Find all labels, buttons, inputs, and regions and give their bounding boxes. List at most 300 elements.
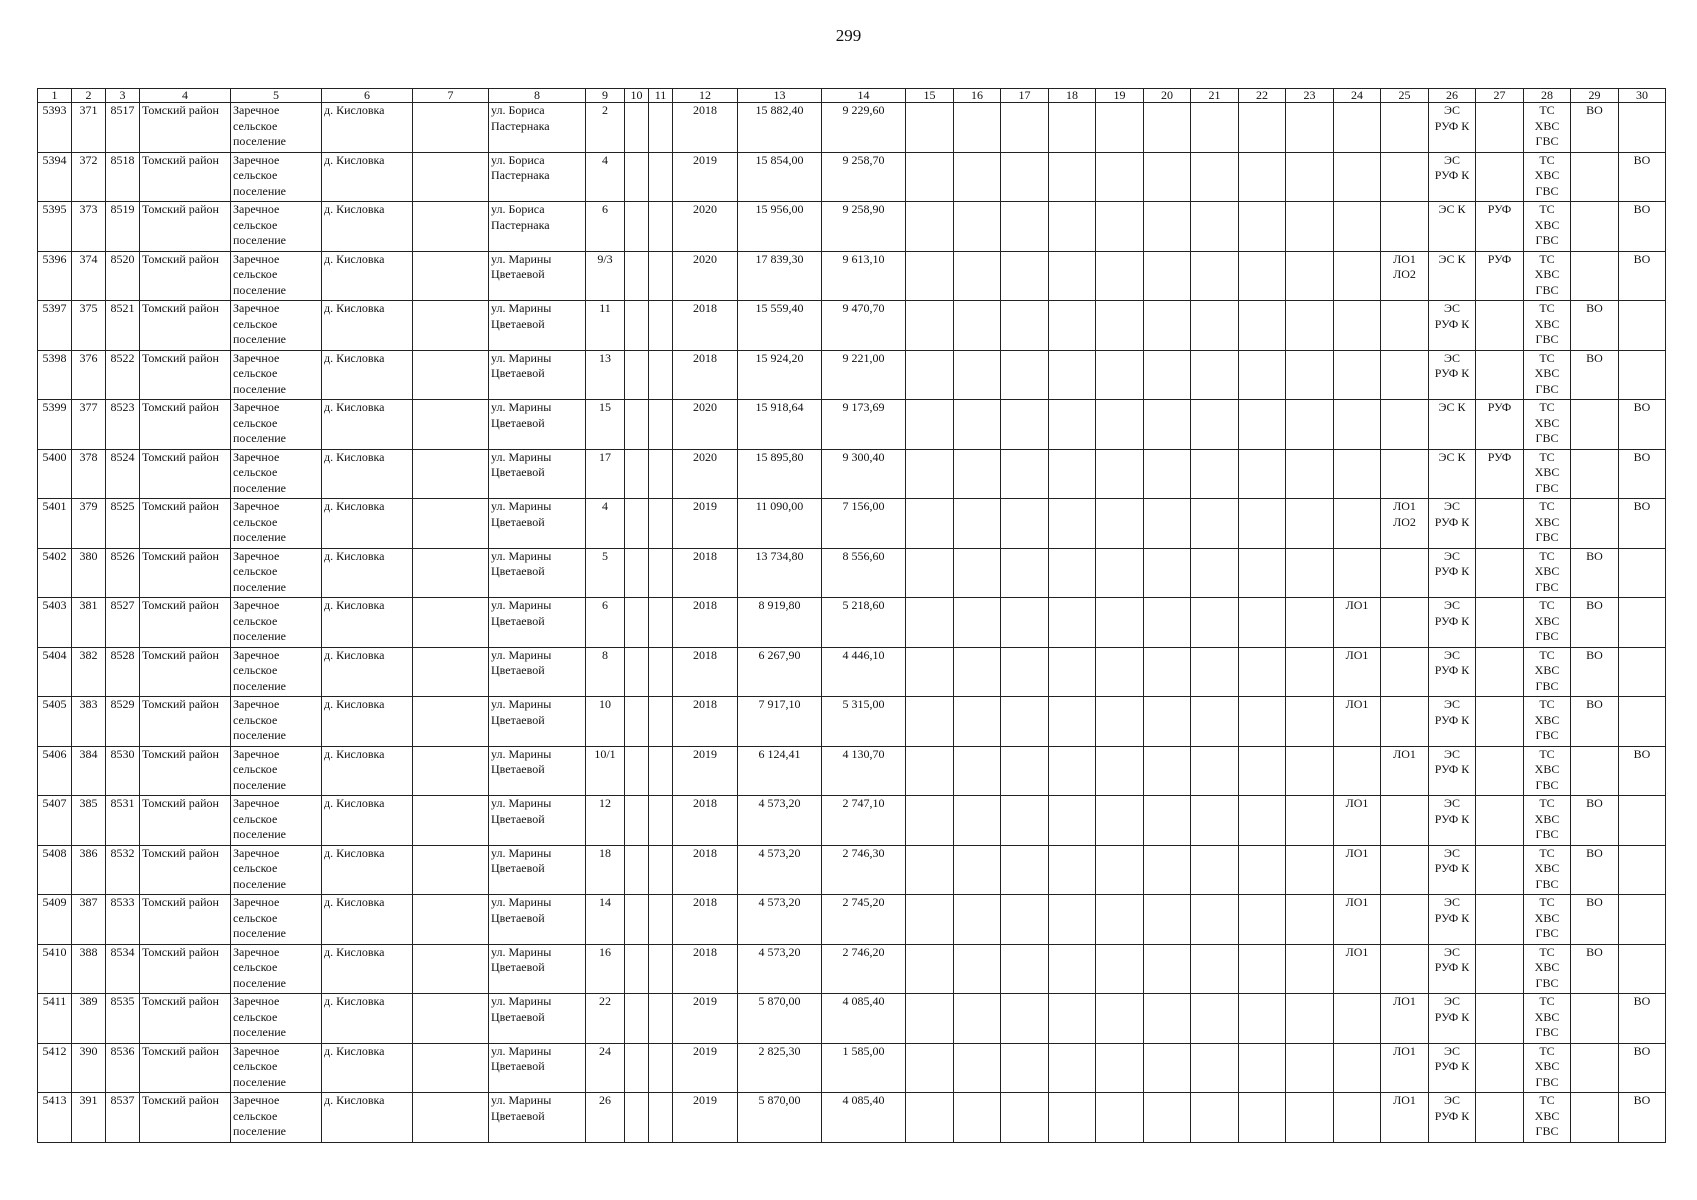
cell-year: 2020 <box>673 449 738 499</box>
cell-col-16 <box>954 796 1001 846</box>
cell-col-20 <box>1144 1043 1191 1093</box>
cell-sub-number: 375 <box>72 301 106 351</box>
cell-row-number: 5403 <box>38 598 72 648</box>
cell-col-27 <box>1476 697 1524 747</box>
cell-col-16 <box>954 548 1001 598</box>
cell-house-number: 15 <box>586 400 625 450</box>
cell-record-id: 8533 <box>106 895 140 945</box>
cell-col-10 <box>625 499 649 549</box>
table-row <box>38 301 1666 351</box>
cell-col-7 <box>413 103 489 153</box>
cell-col-15 <box>906 449 954 499</box>
cell-sub-number: 386 <box>72 845 106 895</box>
cell-col-26: ЭС РУФ К <box>1429 103 1476 153</box>
cell-col-16 <box>954 598 1001 648</box>
cell-area-living: 7 156,00 <box>822 499 906 549</box>
cell-area-living: 2 746,30 <box>822 845 906 895</box>
cell-street: ул. Марины Цветаевой <box>489 251 586 301</box>
cell-row-number: 5399 <box>38 400 72 450</box>
cell-col-29: ВО <box>1571 895 1619 945</box>
cell-area-total: 4 573,20 <box>738 796 822 846</box>
cell-area-total: 11 090,00 <box>738 499 822 549</box>
cell-district: Томский район <box>140 449 231 499</box>
cell-col-15 <box>906 301 954 351</box>
cell-col-11 <box>649 301 673 351</box>
cell-col-11 <box>649 1043 673 1093</box>
cell-col-27 <box>1476 350 1524 400</box>
cell-district: Томский район <box>140 350 231 400</box>
cell-col-27 <box>1476 647 1524 697</box>
cell-area-living: 9 229,60 <box>822 103 906 153</box>
cell-col-28: ТС ХВС ГВС <box>1524 152 1571 202</box>
cell-area-total: 15 559,40 <box>738 301 822 351</box>
cell-col-18 <box>1049 796 1096 846</box>
cell-col-25 <box>1381 647 1429 697</box>
cell-col-22 <box>1239 1093 1286 1143</box>
cell-col-27 <box>1476 548 1524 598</box>
cell-record-id: 8534 <box>106 944 140 994</box>
cell-col-25 <box>1381 400 1429 450</box>
cell-area-living: 5 218,60 <box>822 598 906 648</box>
cell-col-28: ТС ХВС ГВС <box>1524 994 1571 1044</box>
cell-locality: д. Кисловка <box>322 152 413 202</box>
column-number: 29 <box>1571 89 1619 103</box>
cell-col-17 <box>1001 103 1049 153</box>
cell-sub-number: 390 <box>72 1043 106 1093</box>
cell-street: ул. Марины Цветаевой <box>489 796 586 846</box>
cell-col-27 <box>1476 845 1524 895</box>
cell-house-number: 13 <box>586 350 625 400</box>
cell-col-16 <box>954 746 1001 796</box>
cell-col-25 <box>1381 449 1429 499</box>
cell-locality: д. Кисловка <box>322 449 413 499</box>
cell-col-22 <box>1239 202 1286 252</box>
cell-locality: д. Кисловка <box>322 350 413 400</box>
cell-street: ул. Марины Цветаевой <box>489 449 586 499</box>
cell-settlement: Заречное сельское поселение <box>231 647 322 697</box>
cell-record-id: 8535 <box>106 994 140 1044</box>
cell-col-25 <box>1381 202 1429 252</box>
cell-col-11 <box>649 251 673 301</box>
cell-record-id: 8536 <box>106 1043 140 1093</box>
cell-area-living: 9 613,10 <box>822 251 906 301</box>
cell-col-28: ТС ХВС ГВС <box>1524 944 1571 994</box>
table-row <box>38 1093 1666 1143</box>
cell-house-number: 8 <box>586 647 625 697</box>
cell-street: ул. Марины Цветаевой <box>489 548 586 598</box>
cell-col-11 <box>649 202 673 252</box>
cell-col-22 <box>1239 647 1286 697</box>
column-number: 16 <box>954 89 1001 103</box>
cell-col-25: ЛО1 <box>1381 1093 1429 1143</box>
cell-district: Томский район <box>140 251 231 301</box>
cell-col-27: РУФ <box>1476 202 1524 252</box>
cell-col-11 <box>649 994 673 1044</box>
cell-col-22 <box>1239 1043 1286 1093</box>
cell-col-20 <box>1144 400 1191 450</box>
cell-col-28: ТС ХВС ГВС <box>1524 499 1571 549</box>
cell-col-7 <box>413 152 489 202</box>
cell-sub-number: 380 <box>72 548 106 598</box>
cell-col-27 <box>1476 598 1524 648</box>
cell-col-21 <box>1191 647 1239 697</box>
cell-row-number: 5412 <box>38 1043 72 1093</box>
cell-settlement: Заречное сельское поселение <box>231 1093 322 1143</box>
table-row <box>38 103 1666 153</box>
cell-street: ул. Марины Цветаевой <box>489 895 586 945</box>
cell-locality: д. Кисловка <box>322 202 413 252</box>
cell-year: 2019 <box>673 994 738 1044</box>
cell-area-total: 15 918,64 <box>738 400 822 450</box>
cell-area-living: 9 470,70 <box>822 301 906 351</box>
cell-col-28: ТС ХВС ГВС <box>1524 746 1571 796</box>
cell-area-living: 4 446,10 <box>822 647 906 697</box>
cell-col-17 <box>1001 152 1049 202</box>
column-number: 19 <box>1096 89 1144 103</box>
cell-col-10 <box>625 350 649 400</box>
cell-record-id: 8532 <box>106 845 140 895</box>
cell-col-19 <box>1096 202 1144 252</box>
column-number: 6 <box>322 89 413 103</box>
cell-col-30 <box>1619 895 1666 945</box>
cell-col-28: ТС ХВС ГВС <box>1524 301 1571 351</box>
cell-col-25 <box>1381 103 1429 153</box>
cell-row-number: 5404 <box>38 647 72 697</box>
table-row <box>38 895 1666 945</box>
cell-record-id: 8523 <box>106 400 140 450</box>
cell-col-30 <box>1619 301 1666 351</box>
cell-street: ул. Бориса Пастернака <box>489 202 586 252</box>
cell-col-7 <box>413 647 489 697</box>
cell-area-living: 5 315,00 <box>822 697 906 747</box>
cell-area-living: 9 300,40 <box>822 449 906 499</box>
cell-col-26: ЭС РУФ К <box>1429 994 1476 1044</box>
cell-col-26: ЭС РУФ К <box>1429 944 1476 994</box>
table-row <box>38 499 1666 549</box>
cell-col-10 <box>625 994 649 1044</box>
cell-col-17 <box>1001 202 1049 252</box>
cell-col-10 <box>625 103 649 153</box>
cell-col-17 <box>1001 1043 1049 1093</box>
cell-sub-number: 387 <box>72 895 106 945</box>
cell-year: 2018 <box>673 301 738 351</box>
cell-row-number: 5405 <box>38 697 72 747</box>
cell-col-27 <box>1476 994 1524 1044</box>
table-row <box>38 994 1666 1044</box>
cell-col-28: ТС ХВС ГВС <box>1524 251 1571 301</box>
cell-col-27 <box>1476 301 1524 351</box>
cell-year: 2020 <box>673 251 738 301</box>
cell-col-15 <box>906 400 954 450</box>
cell-col-30: ВО <box>1619 152 1666 202</box>
cell-area-total: 15 895,80 <box>738 449 822 499</box>
table-body <box>38 103 1666 1143</box>
cell-col-21 <box>1191 845 1239 895</box>
column-number: 28 <box>1524 89 1571 103</box>
cell-col-16 <box>954 499 1001 549</box>
cell-col-28: ТС ХВС ГВС <box>1524 103 1571 153</box>
cell-col-11 <box>649 548 673 598</box>
cell-locality: д. Кисловка <box>322 103 413 153</box>
table-row <box>38 449 1666 499</box>
cell-area-living: 9 258,70 <box>822 152 906 202</box>
cell-col-29: ВО <box>1571 796 1619 846</box>
cell-col-30 <box>1619 944 1666 994</box>
cell-col-21 <box>1191 103 1239 153</box>
cell-col-21 <box>1191 449 1239 499</box>
cell-col-18 <box>1049 251 1096 301</box>
cell-record-id: 8529 <box>106 697 140 747</box>
table-row <box>38 944 1666 994</box>
cell-col-25: ЛО1 <box>1381 746 1429 796</box>
column-number: 3 <box>106 89 140 103</box>
column-number: 13 <box>738 89 822 103</box>
cell-district: Томский район <box>140 697 231 747</box>
cell-col-24 <box>1334 301 1381 351</box>
cell-col-7 <box>413 548 489 598</box>
cell-area-total: 2 825,30 <box>738 1043 822 1093</box>
cell-house-number: 6 <box>586 202 625 252</box>
column-number: 27 <box>1476 89 1524 103</box>
cell-district: Томский район <box>140 746 231 796</box>
cell-house-number: 10/1 <box>586 746 625 796</box>
cell-col-26: ЭС РУФ К <box>1429 697 1476 747</box>
cell-col-11 <box>649 796 673 846</box>
cell-house-number: 9/3 <box>586 251 625 301</box>
cell-col-25 <box>1381 895 1429 945</box>
cell-col-25 <box>1381 152 1429 202</box>
cell-area-total: 15 956,00 <box>738 202 822 252</box>
cell-record-id: 8524 <box>106 449 140 499</box>
cell-col-29 <box>1571 1093 1619 1143</box>
cell-col-17 <box>1001 1093 1049 1143</box>
cell-settlement: Заречное сельское поселение <box>231 350 322 400</box>
cell-col-30: ВО <box>1619 994 1666 1044</box>
cell-col-27 <box>1476 895 1524 945</box>
cell-col-29 <box>1571 400 1619 450</box>
cell-street: ул. Марины Цветаевой <box>489 697 586 747</box>
cell-col-18 <box>1049 994 1096 1044</box>
table-row <box>38 548 1666 598</box>
cell-street: ул. Марины Цветаевой <box>489 647 586 697</box>
cell-col-29: ВО <box>1571 548 1619 598</box>
cell-settlement: Заречное сельское поселение <box>231 152 322 202</box>
table-row <box>38 598 1666 648</box>
cell-col-10 <box>625 400 649 450</box>
cell-sub-number: 381 <box>72 598 106 648</box>
cell-col-28: ТС ХВС ГВС <box>1524 697 1571 747</box>
cell-year: 2018 <box>673 598 738 648</box>
cell-street: ул. Марины Цветаевой <box>489 400 586 450</box>
cell-col-29: ВО <box>1571 103 1619 153</box>
cell-settlement: Заречное сельское поселение <box>231 202 322 252</box>
cell-col-24 <box>1334 746 1381 796</box>
cell-col-23 <box>1286 796 1334 846</box>
cell-locality: д. Кисловка <box>322 895 413 945</box>
cell-col-29 <box>1571 1043 1619 1093</box>
cell-col-25 <box>1381 598 1429 648</box>
cell-col-16 <box>954 1093 1001 1143</box>
table-row <box>38 845 1666 895</box>
column-number: 17 <box>1001 89 1049 103</box>
table-row <box>38 350 1666 400</box>
cell-col-30: ВО <box>1619 202 1666 252</box>
cell-col-10 <box>625 845 649 895</box>
cell-col-25 <box>1381 944 1429 994</box>
cell-col-16 <box>954 350 1001 400</box>
cell-col-15 <box>906 1093 954 1143</box>
cell-year: 2019 <box>673 499 738 549</box>
cell-settlement: Заречное сельское поселение <box>231 598 322 648</box>
cell-col-28: ТС ХВС ГВС <box>1524 202 1571 252</box>
cell-area-total: 5 870,00 <box>738 994 822 1044</box>
cell-col-20 <box>1144 895 1191 945</box>
cell-col-18 <box>1049 449 1096 499</box>
cell-col-28: ТС ХВС ГВС <box>1524 400 1571 450</box>
table-row <box>38 152 1666 202</box>
cell-col-28: ТС ХВС ГВС <box>1524 598 1571 648</box>
cell-col-10 <box>625 944 649 994</box>
cell-col-26: ЭС РУФ К <box>1429 796 1476 846</box>
cell-col-11 <box>649 449 673 499</box>
cell-col-18 <box>1049 103 1096 153</box>
cell-col-28: ТС ХВС ГВС <box>1524 647 1571 697</box>
cell-district: Томский район <box>140 845 231 895</box>
cell-col-29 <box>1571 251 1619 301</box>
cell-col-29: ВО <box>1571 697 1619 747</box>
cell-col-22 <box>1239 499 1286 549</box>
cell-area-living: 4 085,40 <box>822 1093 906 1143</box>
cell-col-24: ЛО1 <box>1334 845 1381 895</box>
cell-col-21 <box>1191 548 1239 598</box>
cell-locality: д. Кисловка <box>322 845 413 895</box>
cell-col-19 <box>1096 251 1144 301</box>
cell-sub-number: 384 <box>72 746 106 796</box>
cell-col-22 <box>1239 449 1286 499</box>
cell-sub-number: 385 <box>72 796 106 846</box>
column-number: 14 <box>822 89 906 103</box>
cell-col-20 <box>1144 647 1191 697</box>
cell-col-23 <box>1286 647 1334 697</box>
cell-district: Томский район <box>140 152 231 202</box>
cell-col-11 <box>649 350 673 400</box>
cell-district: Томский район <box>140 796 231 846</box>
cell-sub-number: 382 <box>72 647 106 697</box>
cell-col-30 <box>1619 796 1666 846</box>
cell-year: 2018 <box>673 845 738 895</box>
cell-col-10 <box>625 301 649 351</box>
cell-col-11 <box>649 746 673 796</box>
cell-col-23 <box>1286 400 1334 450</box>
cell-col-15 <box>906 994 954 1044</box>
cell-col-19 <box>1096 1093 1144 1143</box>
cell-row-number: 5398 <box>38 350 72 400</box>
cell-record-id: 8517 <box>106 103 140 153</box>
cell-col-24 <box>1334 1043 1381 1093</box>
cell-col-24 <box>1334 994 1381 1044</box>
cell-col-19 <box>1096 499 1144 549</box>
cell-col-20 <box>1144 1093 1191 1143</box>
cell-street: ул. Марины Цветаевой <box>489 746 586 796</box>
cell-locality: д. Кисловка <box>322 697 413 747</box>
cell-col-30: ВО <box>1619 449 1666 499</box>
cell-sub-number: 376 <box>72 350 106 400</box>
cell-area-living: 2 747,10 <box>822 796 906 846</box>
cell-house-number: 4 <box>586 499 625 549</box>
cell-record-id: 8525 <box>106 499 140 549</box>
cell-col-25 <box>1381 796 1429 846</box>
cell-street: ул. Марины Цветаевой <box>489 598 586 648</box>
cell-col-11 <box>649 103 673 153</box>
cell-record-id: 8531 <box>106 796 140 846</box>
cell-col-15 <box>906 202 954 252</box>
cell-col-18 <box>1049 598 1096 648</box>
cell-col-20 <box>1144 152 1191 202</box>
table-row <box>38 697 1666 747</box>
cell-row-number: 5409 <box>38 895 72 945</box>
cell-col-23 <box>1286 548 1334 598</box>
cell-col-27 <box>1476 152 1524 202</box>
cell-settlement: Заречное сельское поселение <box>231 103 322 153</box>
cell-row-number: 5393 <box>38 103 72 153</box>
cell-col-29: ВО <box>1571 301 1619 351</box>
cell-year: 2018 <box>673 647 738 697</box>
cell-col-15 <box>906 251 954 301</box>
cell-year: 2018 <box>673 350 738 400</box>
cell-settlement: Заречное сельское поселение <box>231 746 322 796</box>
cell-col-22 <box>1239 152 1286 202</box>
cell-area-total: 8 919,80 <box>738 598 822 648</box>
column-number: 5 <box>231 89 322 103</box>
cell-col-17 <box>1001 944 1049 994</box>
cell-col-27 <box>1476 103 1524 153</box>
cell-col-22 <box>1239 548 1286 598</box>
cell-col-26: ЭС РУФ К <box>1429 1093 1476 1143</box>
cell-area-living: 9 173,69 <box>822 400 906 450</box>
cell-col-18 <box>1049 1043 1096 1093</box>
cell-col-21 <box>1191 251 1239 301</box>
cell-district: Томский район <box>140 103 231 153</box>
cell-col-18 <box>1049 301 1096 351</box>
cell-col-17 <box>1001 895 1049 945</box>
cell-col-27: РУФ <box>1476 251 1524 301</box>
cell-col-18 <box>1049 697 1096 747</box>
cell-col-16 <box>954 103 1001 153</box>
cell-sub-number: 374 <box>72 251 106 301</box>
cell-locality: д. Кисловка <box>322 746 413 796</box>
cell-street: ул. Марины Цветаевой <box>489 499 586 549</box>
cell-sub-number: 383 <box>72 697 106 747</box>
cell-col-10 <box>625 647 649 697</box>
column-number: 22 <box>1239 89 1286 103</box>
cell-col-21 <box>1191 202 1239 252</box>
cell-col-15 <box>906 796 954 846</box>
cell-col-24 <box>1334 103 1381 153</box>
cell-settlement: Заречное сельское поселение <box>231 251 322 301</box>
cell-district: Томский район <box>140 895 231 945</box>
cell-col-26: ЭС РУФ К <box>1429 598 1476 648</box>
cell-col-21 <box>1191 697 1239 747</box>
cell-col-15 <box>906 895 954 945</box>
cell-col-17 <box>1001 746 1049 796</box>
cell-sub-number: 372 <box>72 152 106 202</box>
cell-col-27: РУФ <box>1476 449 1524 499</box>
cell-area-total: 6 267,90 <box>738 647 822 697</box>
cell-col-27: РУФ <box>1476 400 1524 450</box>
cell-house-number: 24 <box>586 1043 625 1093</box>
cell-record-id: 8526 <box>106 548 140 598</box>
cell-col-10 <box>625 251 649 301</box>
